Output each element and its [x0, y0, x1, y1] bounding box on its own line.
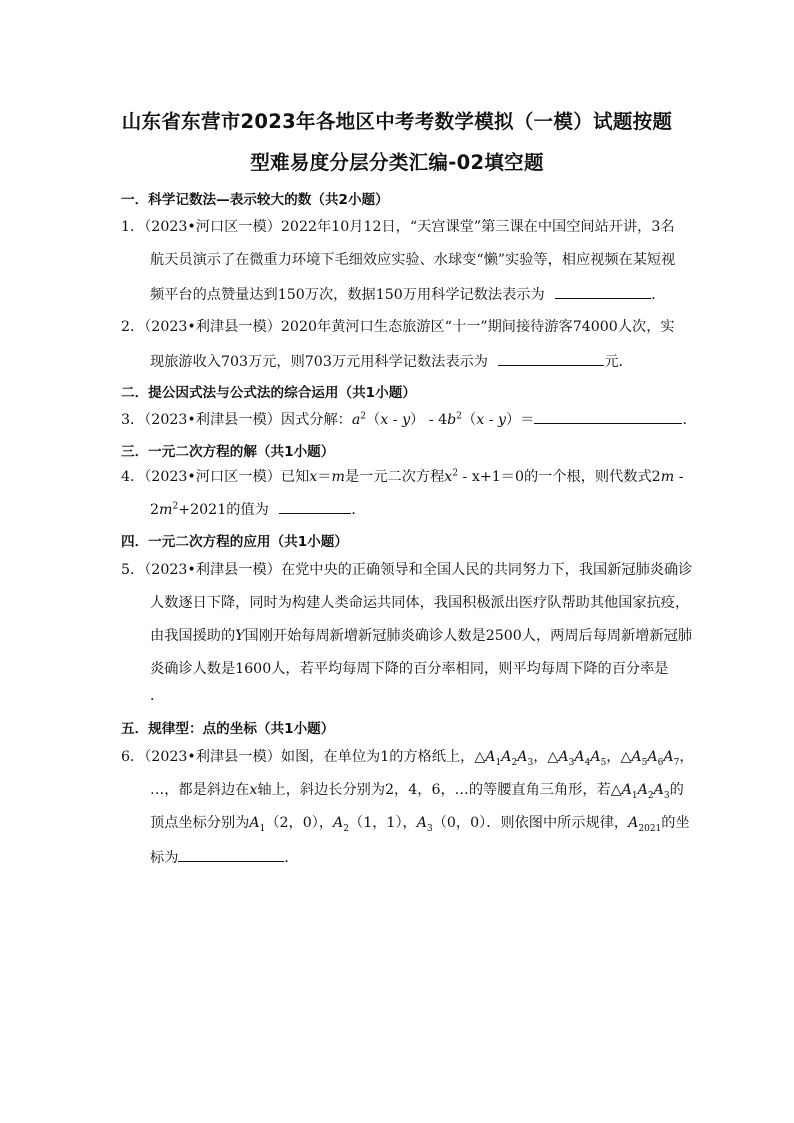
question-5-line-4: 炎确诊人数是1600人，若平均每周下降的百分率相同，则平均每周下降的百分率是: [150, 661, 669, 677]
question-6-line-1: 6．（2023•利津县一模）如图，在单位为1的方格纸上，$\triangle A_1A_2A_3$，$\triangle A_3A_4A_5$，$\triangle A_5A_6A_7$，: [121, 749, 694, 768]
question-6-line-2: …，都是斜边在x轴上，斜边长分别为2，4，6，…的等腰直角三角形，若$\triangle A_1A_2A_3$的: [150, 782, 684, 801]
question-5-line-5: ．: [150, 688, 165, 704]
answer-blank-3[interactable]: [534, 409, 682, 424]
section-heading-4: 四．一元二次方程的应用（共1小题）: [121, 534, 348, 550]
question-2-line-2: [150, 351, 633, 371]
question-5-line-2: 人数逐日下降，同时为构建人类命运共同体，我国积极派出医疗队帮助其他国家抗疫，: [150, 595, 690, 611]
document-title-line-1: 山东省东营市2023年各地区中考考数学模拟（一模）试题按题: [121, 110, 673, 133]
question-2-end: 元．: [604, 354, 633, 370]
question-2-text: 现旅游收入703万元，则703万元用科学记数法表示为: [150, 354, 488, 370]
answer-blank-6[interactable]: [178, 847, 284, 862]
answer-blank-2[interactable]: [498, 351, 604, 366]
question-5-line-3: 由我国援助的Y国刚开始每周新增新冠肺炎确诊人数是2500人，两周后每周新增新冠肺: [150, 628, 693, 644]
question-1-line-1: 1．（2023•河口区一模）2022年10月12日，“天宫课堂”第三课在中国空间站开讲，3名: [121, 219, 675, 235]
question-6-line-4: 标为 ．: [150, 847, 299, 867]
question-4-line-1: 4．（2023•河口区一模）已知x＝m是一元二次方程$x^2 - x+1=0$的一个根，则代数式2m -: [121, 468, 684, 485]
section-heading-1: 一．科学记数法—表示较大的数（共2小题）: [121, 192, 389, 208]
document-title-line-2: 型难易度分层分类汇编-02填空题: [250, 151, 544, 174]
answer-blank-4[interactable]: [279, 499, 351, 514]
question-6-line-3: 顶点坐标分别为$A_1(2$，0），$A_2(1$，1），$A_3(0$，0）．则依图中所示规律，$A_{2021}$的坐: [150, 815, 690, 834]
question-4-line-2: $2m^2+2021$的值为 ．: [150, 499, 366, 519]
question-2-line-1: 2．（2023•利津县一模）2020年黄河口生态旅游区“十一”期间接待游客74000人次，实: [121, 319, 675, 335]
section-heading-5: 五．规律型：点的坐标（共1小题）: [121, 721, 335, 737]
section-heading-3: 三．一元二次方程的解（共1小题）: [121, 444, 335, 460]
question-5-line-1: 5．（2023•利津县一模）在党中央的正确领导和全国人民的共同努力下，我国新冠肺炎确诊: [121, 562, 693, 578]
question-1-line-2: 航天员演示了在微重力环境下毛细效应实验、水球变“懒”实验等，相应视频在某短视: [150, 252, 676, 268]
section-heading-2: 二．提公因式法与公式法的综合运用（共1小题）: [121, 385, 416, 401]
question-1-text: 频平台的点赞量达到150万次，数据150万用科学记数法表示为: [150, 287, 545, 303]
question-1-line-3: [150, 284, 665, 304]
answer-blank-1[interactable]: [555, 284, 651, 299]
question-3-line-1: 3．（2023•利津县一模）因式分解：$a^2(x - y) - 4b^2(x - y)=$ ．: [121, 409, 697, 429]
question-3-text: 3．（2023•利津县一模）因式分解：: [121, 412, 352, 428]
question-1-end: ．: [651, 287, 666, 303]
